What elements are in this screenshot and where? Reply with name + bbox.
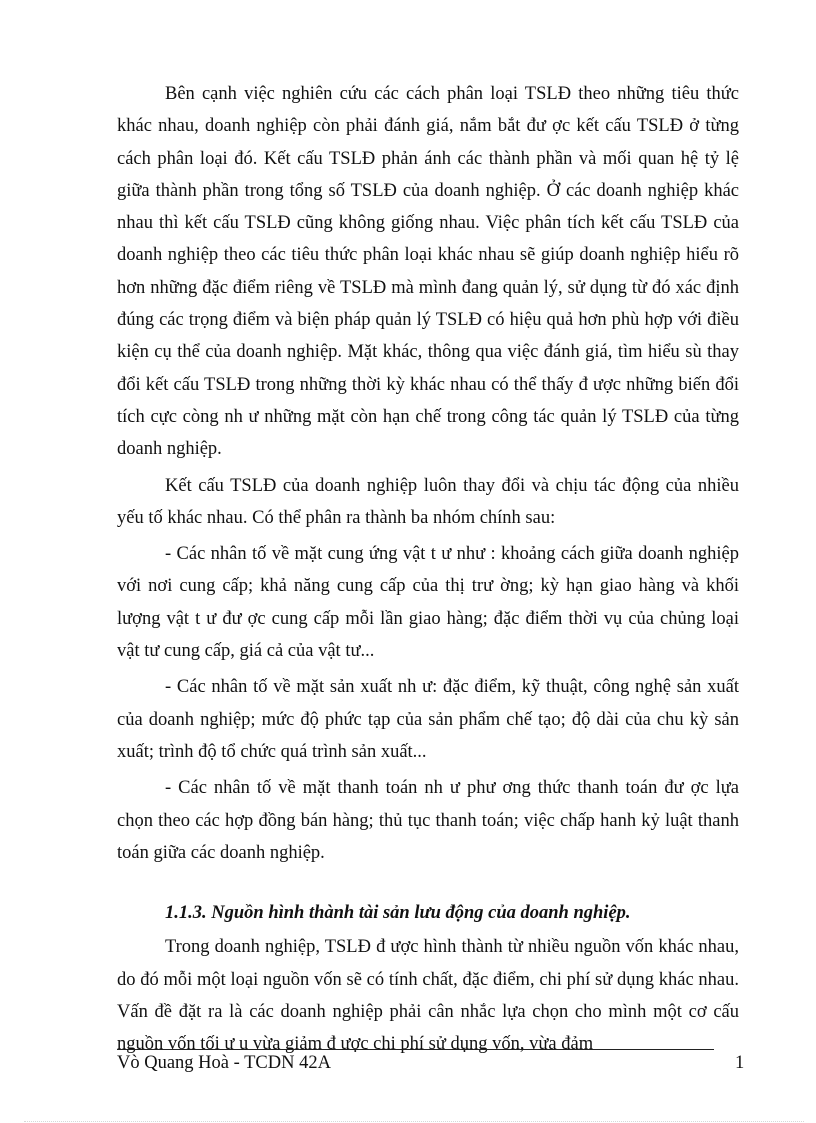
paragraph-structure: Kết cấu TSLĐ của doanh nghiệp luôn thay đổi và chịu tác động của nhiều yếu tố khác nhau. Có thể phân ra thành ba nhóm chính sau: — [117, 475, 739, 528]
bullet-payment-factors: - Các nhân tố về mặt thanh toán nh ư phư ơng thức thanh toán đư ợc lựa chọn theo các hợp đồng bán hàng; thủ tục thanh toán; việc chấp hanh kỷ luật thanh toán giữa các doanh nghiệp. — [117, 778, 739, 863]
bullet-supply-factors: - Các nhân tố về mặt cung ứng vật t ư như : khoảng cách giữa doanh nghiệp với nơi cung cấp; khả năng cung cấp của thị trư ờng; kỳ hạn giao hàng và khối lượng vật t ư đư ợc cung cấp mỗi lần giao hàng; đặc điểm thời vụ của chủng loại vật tư cung cấp, giá cả của vật tư... — [117, 544, 739, 662]
footer-author: Vò Quang Hoà - TCDN 42A — [117, 1053, 331, 1073]
page-number: 1 — [735, 1053, 745, 1073]
paragraph-closing: Trong doanh nghiệp, TSLĐ đ ược hình thành từ nhiều nguồn vốn khác nhau, do đó mỗi một loại nguồn vốn sẽ có tính chất, đặc điểm, chi phí sử dụng khác nhau. Vấn đề đặt ra là các doanh nghiệp phải cân nhắc lựa chọn cho mình một cơ cấu nguồn vốn tối ư u vừa giảm đ ược chi phí sử dụng vốn, vừa đảm — [117, 937, 739, 1055]
body-text — [117, 78, 739, 1061]
section-heading: 1.1.3. Nguồn hình thành tài sản lưu động của doanh nghiệp. — [165, 903, 631, 924]
paragraph-intro: Bên cạnh việc nghiên cứu các cách phân loại TSLĐ theo những tiêu thức khác nhau, doanh nghiệp còn phải đánh giá, nắm bắt đư ợc kết cấu TSLĐ ở từng cách phân loại đó. Kết cấu TSLĐ phản ánh các thành phần và mối quan hệ tỷ lệ giữa thành phần trong tổng số TSLĐ của doanh nghiệp. Ở các doanh nghiệp khác nhau thì kết cấu TSLĐ cũng không giống nhau. Việc phân tích kết cấu TSLĐ của doanh nghiệp theo các tiêu thức phân loại khác nhau sẽ giúp doanh nghiệp hiểu rõ hơn những đặc điểm riêng về TSLĐ mà mình đang quản lý, sử dụng từ đó xác định đúng các trọng điểm và biện pháp quản lý TSLĐ có hiệu quả hơn phù hợp với điều kiện cụ thể của doanh nghiệp. Mặt khác, thông qua việc đánh giá, tìm hiểu sù thay đổi kết cấu TSLĐ trong những thời kỳ khác nhau có thể thấy đ ược những biến đổi tích cực còng nh ư những mặt còn hạn chế trong công tác quản lý TSLĐ của từng doanh nghiệp. — [117, 84, 739, 460]
bullet-production-factors: - Các nhân tố về mặt sản xuất nh ư: đặc điểm, kỹ thuật, công nghệ sản xuất của doanh nghiệp; mức độ phức tạp của sản phẩm chế tạo; độ dài của chu kỳ sản xuất; trình độ tổ chức quá trình sản xuất... — [117, 677, 739, 762]
page-edge-divider — [24, 1121, 804, 1122]
footer-divider — [117, 1049, 714, 1050]
